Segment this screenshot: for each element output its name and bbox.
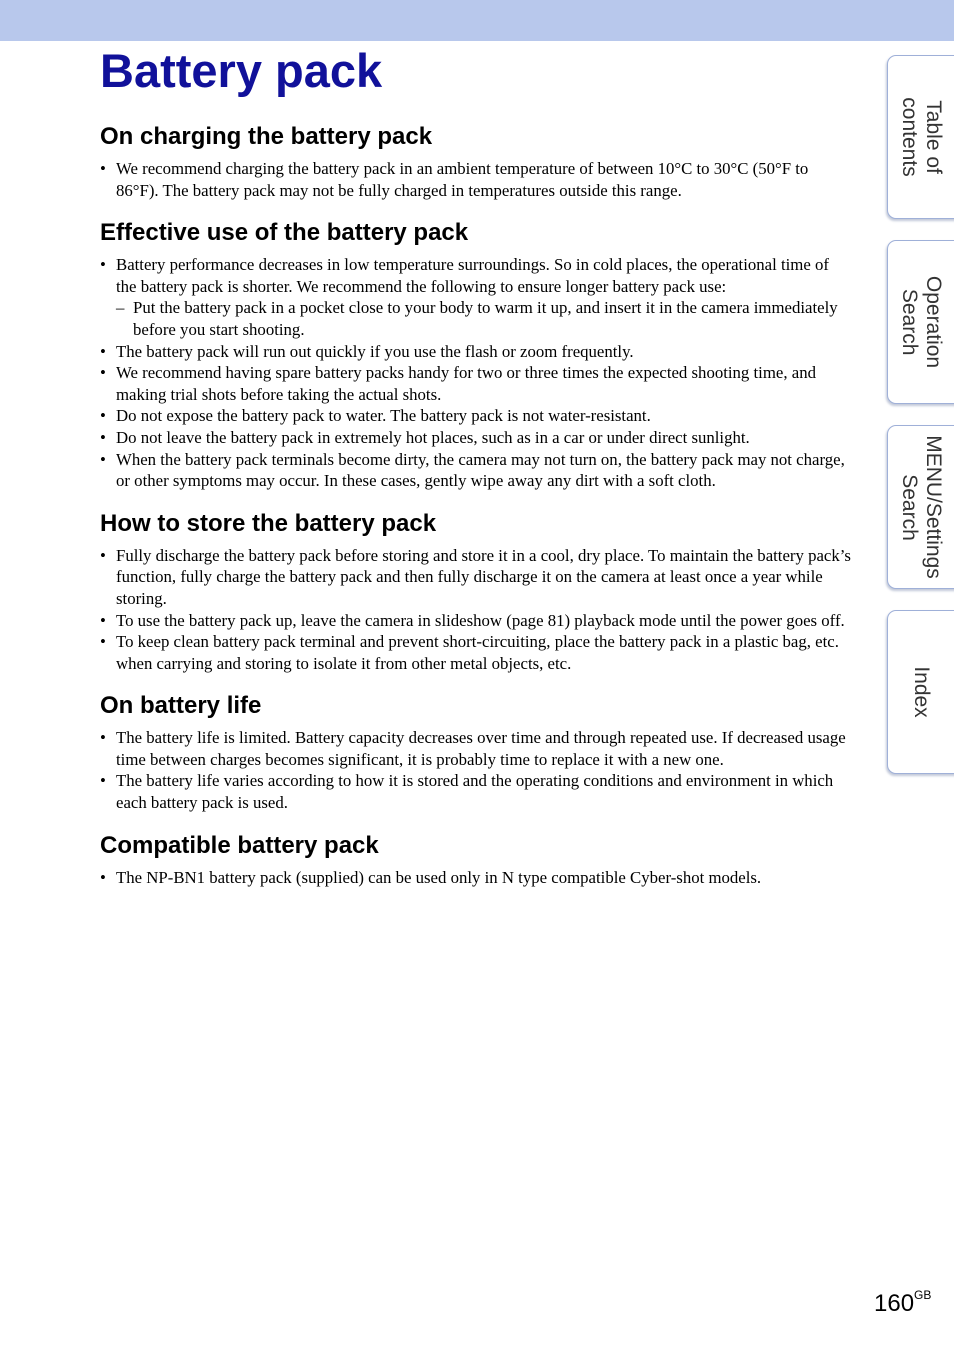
bullet-list [100, 727, 852, 813]
section-storage [100, 505, 852, 675]
section-heading: On charging the battery pack [100, 123, 433, 150]
section-battery-life [100, 687, 852, 813]
tab-label: Index [910, 666, 933, 718]
list-item [100, 254, 852, 340]
main-content [100, 118, 852, 901]
list-item: • The battery life is limited. Battery capacity decreases over time and through repeated use. If decreased usage time between charges becomes significant, it is probably time to replace it with a new one. [100, 727, 852, 770]
section-heading: On battery life [100, 692, 262, 720]
section-compatible [100, 827, 852, 889]
tab-operation-search[interactable] [887, 240, 954, 404]
tab-label: MENU/Settings Search [898, 435, 945, 579]
bullet-list [100, 545, 852, 675]
list-item: • Do not expose the battery pack to water. The battery pack is not water-resistant. [100, 405, 852, 427]
list-item: • To keep clean battery pack terminal and prevent short-circuiting, place the battery pack in a plastic bag, etc. when carrying and storing to isolate it from other metal objects, etc. [100, 631, 852, 674]
list-item: • The battery pack will run out quickly if you use the flash or zoom frequently. [100, 341, 852, 363]
page-number-value: 160 [874, 1290, 915, 1317]
sub-list [116, 297, 852, 340]
header-band [0, 0, 954, 41]
section-heading: Compatible battery pack [100, 831, 379, 859]
list-item: • When the battery pack terminals become dirty, the camera may not turn on, the battery pack may not charge, or other symptoms may occur. In these cases, gently wipe away any dirt with a soft cloth. [100, 449, 852, 492]
list-item: • We recommend having spare battery packs handy for two or three times the expected shooting time, and making trial shots before taking the actual shots. [100, 362, 852, 405]
tab-index[interactable] [887, 610, 954, 774]
section-effective-use [100, 214, 852, 492]
section-charging [100, 118, 852, 201]
section-heading: Effective use of the battery pack [100, 219, 469, 247]
list-item: • The battery life varies according to how it is stored and the operating conditions and environment in which each battery pack is used. [100, 770, 852, 813]
bullet-list [100, 254, 852, 492]
tab-label: Table of contents [898, 97, 945, 177]
tab-label: Operation Search [898, 275, 945, 369]
page-title: Battery pack [100, 44, 383, 97]
list-item: • We recommend charging the battery pack in an ambient temperature of between 10°C to 30°C (50°F to 86°F). The battery pack may not be fully charged in temperatures outside this range. [100, 158, 852, 201]
section-heading: How to store the battery pack [100, 509, 437, 537]
tab-menu-settings-search[interactable] [887, 425, 954, 589]
sub-list-item: – Put the battery pack in a pocket close to your body to warm it up, and insert it in the camera immediately before you start shooting. [116, 297, 852, 340]
page-number-suffix: GB [914, 1288, 932, 1302]
tab-table-of-contents[interactable] [887, 55, 954, 219]
list-item: • To use the battery pack up, leave the camera in slideshow (page 81) playback mode until the power goes off. [100, 610, 852, 632]
list-item: • The NP-BN1 battery pack (supplied) can be used only in N type compatible Cyber-shot models. [100, 867, 852, 889]
list-item: • Do not leave the battery pack in extremely hot places, such as in a car or under direct sunlight. [100, 427, 852, 449]
list-item: • Fully discharge the battery pack before storing and store it in a cool, dry place. To maintain the battery pack’s function, fully charge the battery pack and then fully discharge it on the camera at least once a year while storing. [100, 545, 852, 610]
bullet-list [100, 158, 852, 201]
bullet-list [100, 867, 852, 889]
list-item-text: Battery performance decreases in low temperature surroundings. So in cold places, the operational time of the battery pack is shorter. We recommend the following to ensure longer battery pack use: [116, 255, 829, 296]
page-number [874, 1288, 931, 1318]
